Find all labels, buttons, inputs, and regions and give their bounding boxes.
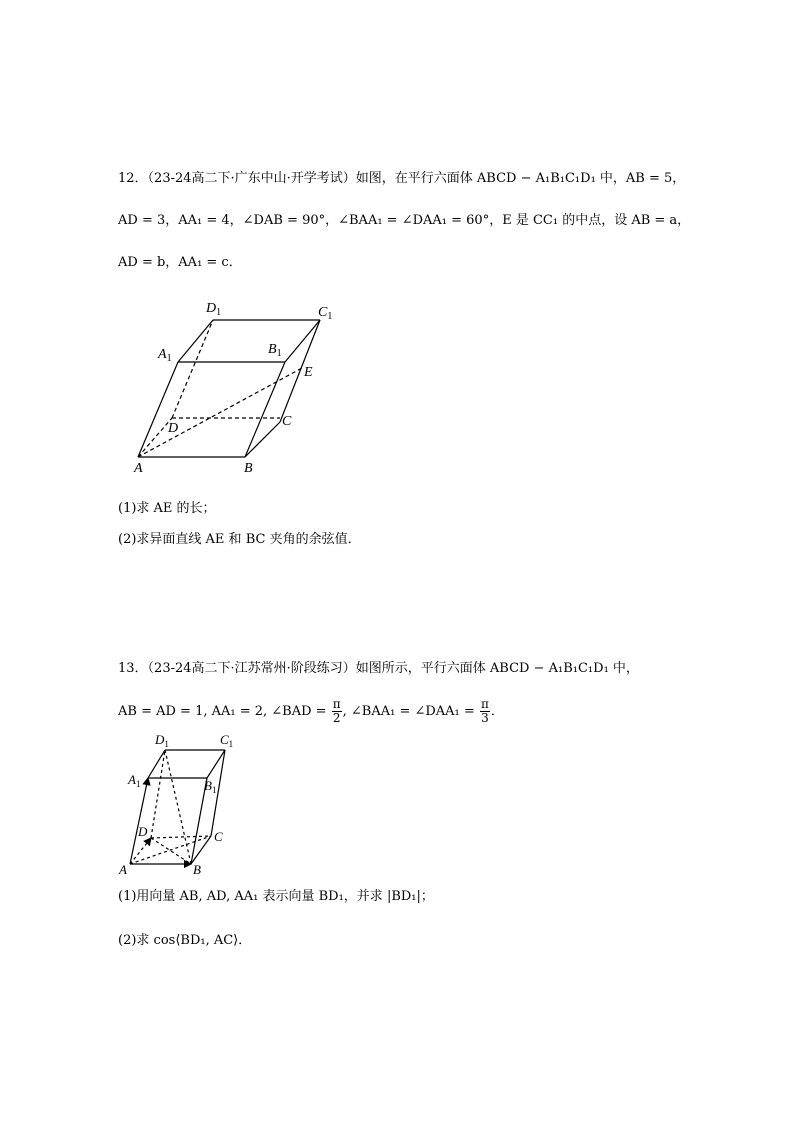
p12-line1: 12．（23-24高二下·广东中山·开学考试）如图，在平行六面体 ABCD − A₁B₁C₁D₁ 中，AB = 5， [118, 171, 686, 186]
p12-label-B: B [244, 461, 253, 476]
p12-label-A: A [134, 461, 143, 476]
p12-line3: AD = b，AA₁ = c． [118, 255, 242, 270]
p12-question1: (1)求 AE 的长； [118, 501, 216, 516]
p13-label-D: D [138, 824, 148, 839]
p13-line2 [118, 697, 504, 727]
p12-label-B1: $B_1$ [268, 342, 282, 359]
p13-parallelepiped [115, 728, 245, 878]
p13-frac-pi-3: $\frac{\pi}{3}$ [480, 697, 489, 725]
p12-figure [120, 290, 360, 480]
p13-label-D1: $D_1$ [155, 732, 169, 749]
p13-figure [115, 728, 245, 878]
p13-label-A1: $A_1$ [128, 772, 141, 789]
p13-line2-mid: , ∠BAA₁ = ∠DAA₁ = [342, 704, 475, 719]
p12-question2: (2)求异面直线 AE 和 BC 夹角的余弦值． [118, 532, 361, 547]
p13-line2-prefix: AB = AD = 1, AA₁ = 2, ∠BAD = [118, 704, 327, 719]
p12-label-D1: $D_1$ [206, 301, 222, 318]
p13-line2-end: ． [490, 704, 504, 719]
p13-line1: 13．（23-24高二下·江苏常州·阶段练习）如图所示，平行六面体 ABCD − A₁B₁C₁D₁ 中， [118, 661, 639, 676]
p13-question1: (1)用向量 AB, AD, AA₁ 表示向量 BD₁，并求 |BD₁|； [118, 889, 434, 904]
p13-label-B1: $B_1$ [204, 778, 217, 795]
p12-parallelepiped [120, 290, 360, 480]
p12-label-C1: $C_1$ [318, 305, 333, 322]
p13-label-B: B [193, 862, 201, 877]
p13-frac-pi-2: $\frac{\pi}{2}$ [332, 697, 341, 725]
p12-line2: AD = 3，AA₁ = 4，∠DAB = 90°，∠BAA₁ = ∠DAA₁ = 60°，E 是 CC₁ 的中点，设 AB = a， [118, 213, 691, 228]
p13-label-C1: $C_1$ [220, 732, 234, 749]
p13-question2: (2)求 cos⟨BD₁, AC⟩． [118, 933, 252, 948]
p13-label-A: A [119, 862, 127, 877]
p12-label-D: D [168, 421, 179, 436]
p12-label-A1: $A_1$ [158, 347, 172, 364]
p13-label-C: C [214, 829, 223, 844]
p12-label-C: C [282, 414, 292, 429]
p12-label-E: E [304, 365, 313, 380]
